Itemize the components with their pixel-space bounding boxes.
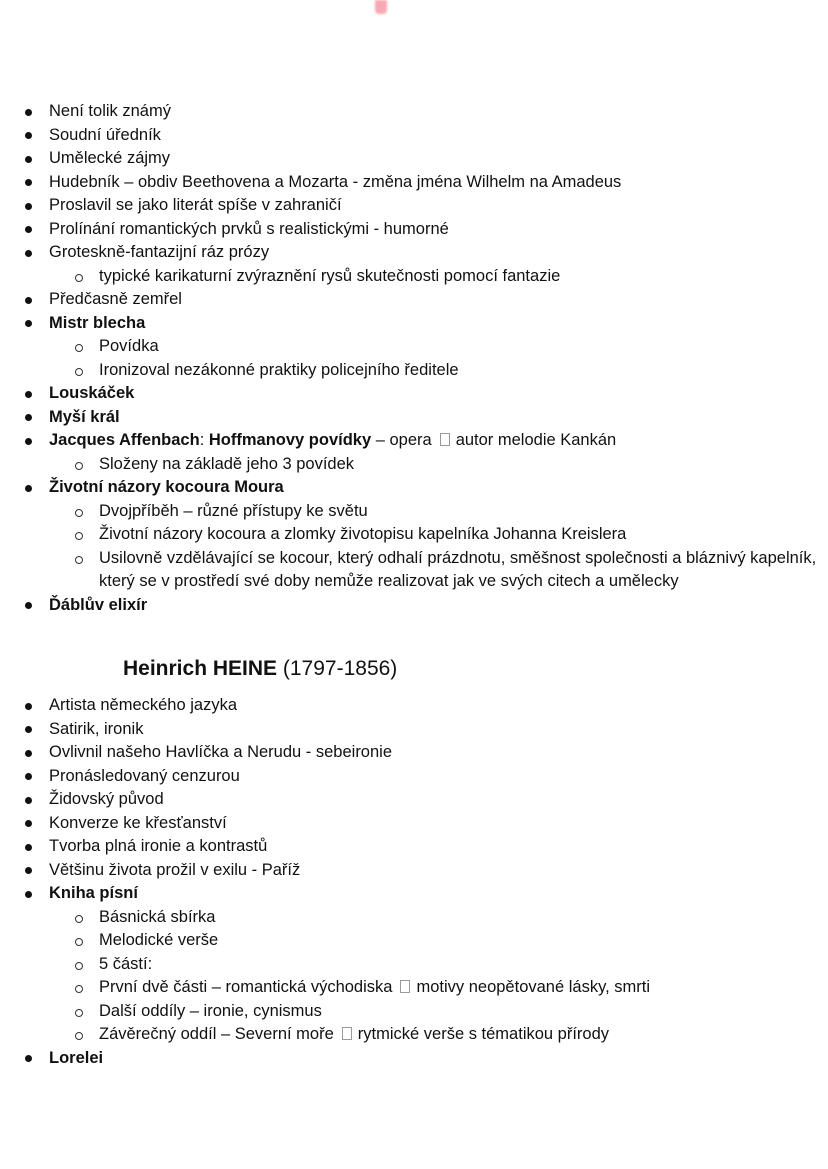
list-item-text: Není tolik známý [49,102,171,120]
list-item-text: Mistr blecha [49,313,146,332]
list-item-text: Ďáblův elixír [49,595,148,614]
list-item-text: Povídka [99,337,159,355]
list-item-text: Životní názory kocoura Moura [49,478,284,496]
author-name: Heinrich HEINE [123,657,278,680]
list-item [0,147,828,171]
list-item [0,194,828,218]
list-item [0,218,828,242]
colon-text: : [199,431,209,449]
sub-list-item [0,523,828,547]
bullet-circle-icon [75,962,83,970]
bullet-disc-icon [25,891,32,898]
composer-name: Jacques Affenbach [49,431,200,449]
list-item-text: Životní názory kocoura a zlomky životopisu kapelníka Johanna Kreislera [99,525,627,543]
list-item-text: Louskáček [49,384,135,402]
list-item-text: Soudní úředník [49,125,161,144]
bullet-disc-icon [25,485,32,492]
sub-list-item [0,1023,828,1047]
bullet-disc-icon [25,750,32,757]
bullet-disc-icon [25,391,32,398]
list-item-text: Myší král [49,407,120,426]
sub-list-item [0,929,828,953]
bullet-circle-icon [75,1009,83,1017]
sub-list-item [0,335,828,359]
list-item-text: Lorelei [49,1048,104,1067]
list-item-opera [0,429,828,453]
list-item [0,835,828,859]
sub-list-item [0,453,828,477]
bullet-circle-icon [75,509,83,517]
list-item [0,741,828,765]
bullet-circle-icon [75,368,83,376]
list-item-text: První dvě části – romantická východiska [99,978,393,996]
list-item-text: motivy neopětované lásky, smrti [416,978,651,996]
list-item [0,718,828,742]
bullet-disc-icon [25,773,32,780]
list-item [0,812,828,836]
list-item-text: Umělecké zájmy [49,149,171,167]
bullet-disc-icon [25,797,32,804]
author-years: (1797-1856) [277,657,398,680]
sub-list-item [0,906,828,930]
list-item-text: Konverze ke křesťanství [49,813,227,832]
list-item-work-title [0,594,828,618]
list-item-text: Melodické verše [99,931,219,949]
arrow-placeholder-icon [440,433,450,446]
list-item-text: Básnická sbírka [99,907,216,926]
opera-title: Hoffmanovy povídky [208,431,372,449]
list-item [0,788,828,812]
list-item [0,124,828,148]
arrow-placeholder-icon [342,1027,352,1040]
section-heading-heine [123,656,397,682]
sub-list-item [0,265,828,289]
bullet-disc-icon [25,726,32,733]
list-item-work-title [0,1047,828,1071]
bullet-circle-icon [75,556,83,564]
list-item-work-title [0,406,828,430]
list-item-text: Prolínání romantických prvků s realistickými - humorné [49,219,449,238]
list-item-text: Další oddíly – ironie, cynismus [99,1001,322,1020]
bullet-disc-icon [25,179,32,186]
bullet-disc-icon [25,844,32,851]
bullet-disc-icon [25,602,32,609]
list-item-text: Předčasně zemřel [49,290,182,308]
bullet-circle-icon [75,344,83,352]
sub-list-item [0,500,828,524]
bullet-disc-icon [25,320,32,327]
list-item-text: Artista německého jazyka [49,696,238,714]
hoffmann-bullet-list [0,100,828,617]
list-item [0,765,828,789]
bullet-circle-icon [75,462,83,470]
bullet-disc-icon [25,703,32,710]
list-item-text: Satirik, ironik [49,719,144,738]
list-item-text: Kniha písní [49,884,138,902]
list-item-text: Židovský původ [49,790,164,808]
list-item-text: Složeny na základě jeho 3 povídek [99,454,355,473]
list-item-text: Proslavil se jako literát spíše v zahraničí [49,196,342,214]
list-item [0,100,828,124]
bullet-circle-icon [75,532,83,540]
bullet-circle-icon [75,1032,83,1040]
list-item-work-title [0,476,828,500]
bullet-disc-icon [25,203,32,210]
arrow-placeholder-icon [400,980,410,993]
sub-list-item [0,976,828,1000]
sub-list-item [0,547,828,594]
list-item-text: Ironizoval nezákonné praktiky policejního ředitele [99,360,459,379]
sub-list-item [0,953,828,977]
list-item [0,859,828,883]
list-item-text: Hudebník – obdiv Beethovena a Mozarta - změna jména Wilhelm na Amadeus [49,172,622,191]
bullet-disc-icon [25,297,32,304]
bullet-circle-icon [75,985,83,993]
list-item-work-title [0,312,828,336]
list-item-text: Usilovně vzdělávající se kocour, který odhalí prázdnotu, směšnost společnosti a bláznivý kapelník, který se v prostředí své doby nemůže realizovat jak ve svých citech a umělecky [99,548,817,590]
bullet-disc-icon [25,226,32,233]
sub-list-item [0,359,828,383]
sub-list-item [0,1000,828,1024]
list-item-text: Závěrečný oddíl – Severní moře [99,1025,334,1043]
bullet-disc-icon [25,156,32,163]
list-item [0,241,828,265]
list-item-text: 5 částí: [99,954,153,973]
list-item-text: Většinu života prožil v exilu - Paříž [49,860,301,879]
bullet-disc-icon [25,1055,32,1062]
list-item-work-title [0,882,828,906]
bullet-circle-icon [75,915,83,923]
list-item [0,171,828,195]
list-item-text: Pronásledovaný cenzurou [49,766,240,785]
heine-bullet-list [0,694,828,1070]
bullet-circle-icon [75,274,83,282]
list-item-text: Tvorba plná ironie a kontrastů [49,837,268,855]
list-item-text: Groteskně-fantazijní ráz prózy [49,243,270,261]
bullet-disc-icon [25,414,32,421]
list-item [0,288,828,312]
bullet-circle-icon [75,938,83,946]
list-item-text: typické karikaturní zvýraznění rysů skutečnosti pomocí fantazie [99,266,561,285]
pink-marker-smudge [375,0,387,14]
opera-note: autor melodie Kankán [455,431,617,449]
bullet-disc-icon [25,132,32,139]
list-item-text: Ovlivnil našeho Havlíčka a Nerudu - sebeironie [49,743,393,761]
bullet-disc-icon [25,109,32,116]
bullet-disc-icon [25,867,32,874]
list-item-work-title [0,382,828,406]
bullet-disc-icon [25,250,32,257]
list-item [0,694,828,718]
bullet-disc-icon [25,820,32,827]
list-item-text: rytmické verše s tématikou přírody [357,1025,610,1043]
opera-label: – opera [371,431,432,449]
bullet-disc-icon [25,438,32,445]
list-item-text: Dvojpříběh – různé přístupy ke světu [99,501,368,520]
